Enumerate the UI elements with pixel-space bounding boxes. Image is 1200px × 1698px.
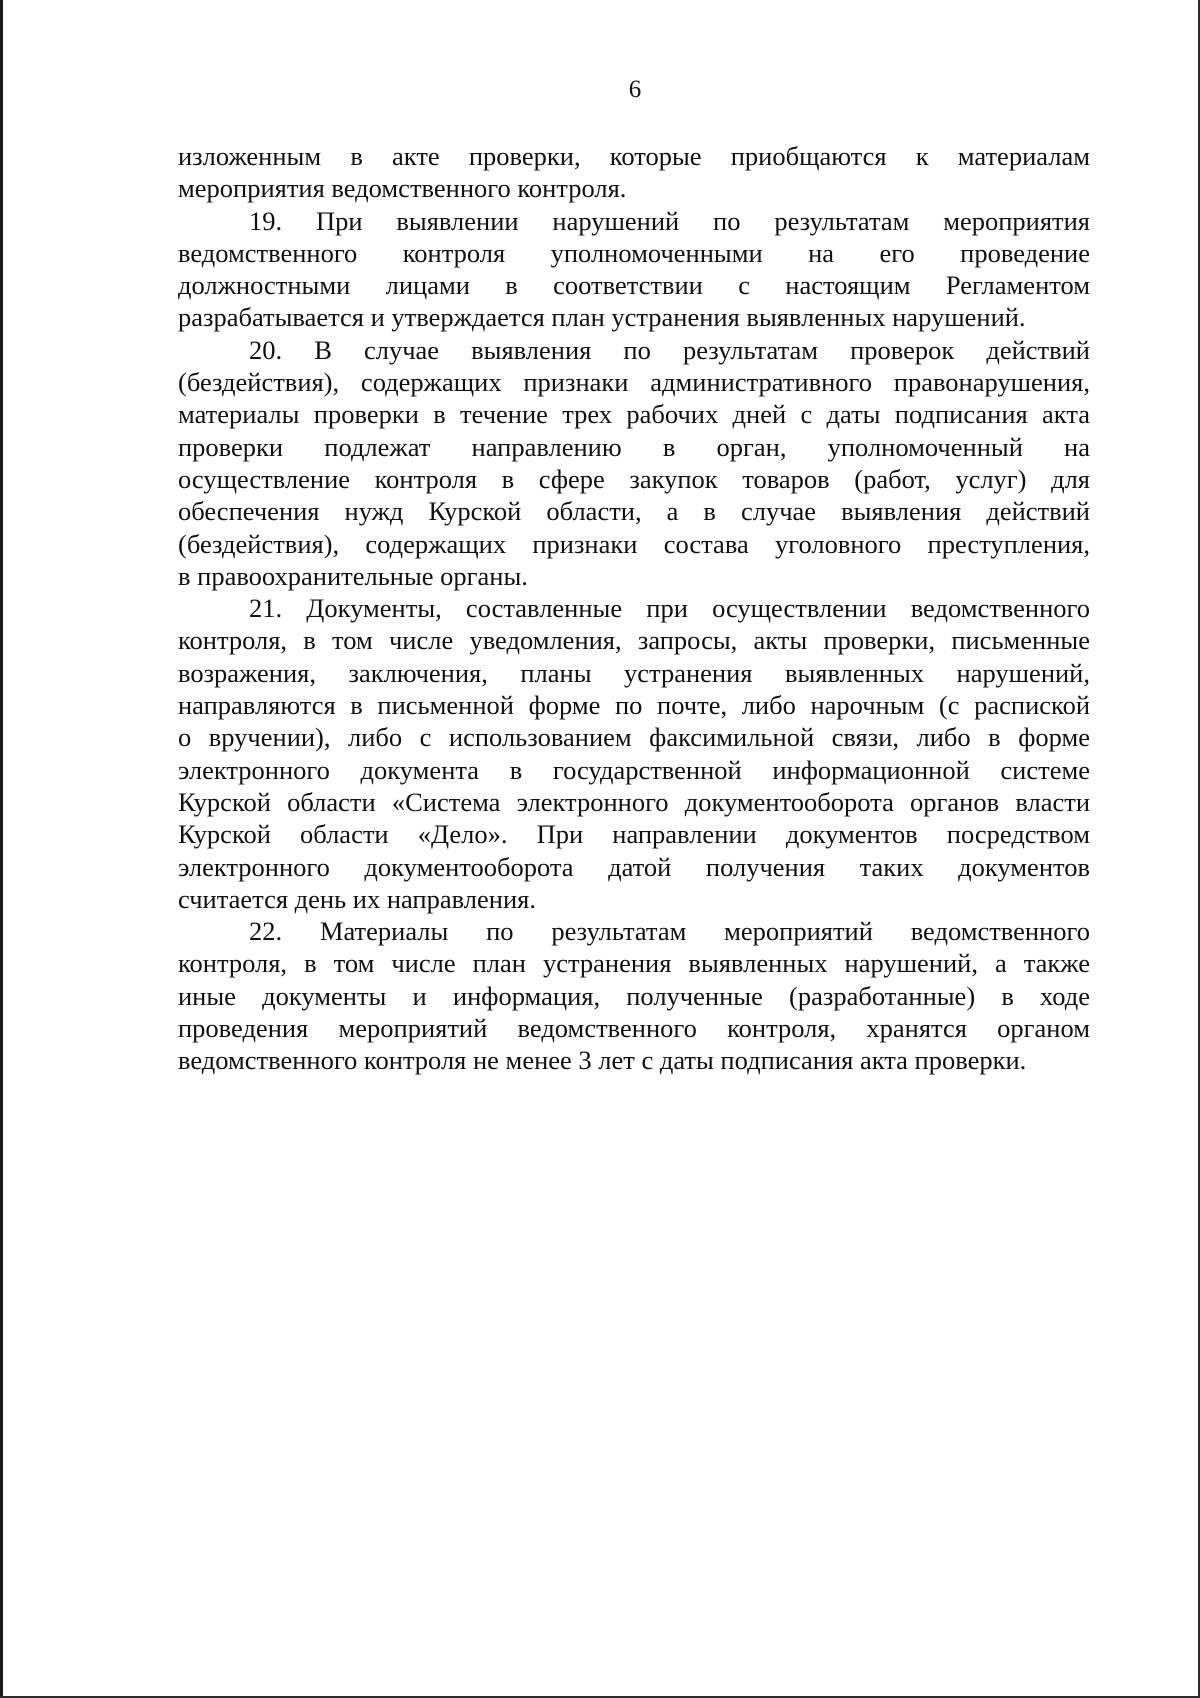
text-line: направляются в письменной форме по почте, либо нарочным (с распиской: [178, 690, 1090, 721]
text-line: Курской области «Дело». При направлении документов посредством: [178, 819, 1090, 850]
text-line: материалы проверки в течение трех рабочих дней с даты подписания акта: [178, 399, 1090, 430]
paragraph-20-first-line: 20. В случае выявления по результатам проверок действий: [249, 334, 1090, 365]
paragraph-22-first-line: 22. Материалы по результатам мероприятий ведомственного: [249, 916, 1090, 947]
text-line: электронного документооборота датой получения таких документов: [178, 851, 1090, 882]
text-line: Курской области «Система электронного документооборота органов власти: [178, 786, 1090, 817]
text-line: считается день их направления.: [178, 883, 536, 914]
text-line: разрабатывается и утверждается план устранения выявленных нарушений.: [178, 302, 1026, 333]
text-line: изложенным в акте проверки, которые приобщаются к материалам: [178, 141, 1090, 171]
text-line: о вручении), либо с использованием факсимильной связи, либо в форме: [178, 722, 1090, 753]
text-line: ведомственного контроля уполномоченными на его проведение: [178, 237, 1090, 268]
text-line: ведомственного контроля не менее 3 лет с даты подписания акта проверки.: [178, 1045, 1027, 1076]
text-line: проверки подлежат направлению в орган, уполномоченный на: [178, 431, 1090, 462]
text-line: (бездействия), содержащих признаки состава уголовного преступления,: [178, 528, 1090, 559]
text-line: осуществление контроля в сфере закупок товаров (работ, услуг) для: [178, 463, 1090, 494]
document-body: [178, 140, 1090, 1077]
text-line: электронного документа в государственной информационной системе: [178, 754, 1090, 785]
text-line: (бездействия), содержащих признаки административного правонарушения,: [178, 367, 1090, 398]
text-line: иные документы и информация, полученные (разработанные) в ходе: [178, 980, 1090, 1011]
text-line: контроля, в том числе уведомления, запросы, акты проверки, письменные: [178, 625, 1090, 656]
text-line: контроля, в том числе план устранения выявленных нарушений, а также: [178, 948, 1090, 979]
scan-edge-left: [0, 0, 3, 1698]
text-line: проведения мероприятий ведомственного контроля, хранятся органом: [178, 1013, 1090, 1044]
text-line: в правоохранительные органы.: [178, 560, 528, 591]
paragraph-19-first-line: 19. При выявлении нарушений по результатам мероприятия: [249, 205, 1090, 236]
text-line: мероприятия ведомственного контроля.: [178, 173, 627, 204]
text-line: возражения, заключения, планы устранения выявленных нарушений,: [178, 657, 1090, 688]
paragraph-21-first-line: 21. Документы, составленные при осуществлении ведомственного: [249, 593, 1090, 624]
text-line: должностными лицами в соответствии с настоящим Регламентом: [178, 270, 1090, 301]
page-number: 6: [628, 76, 642, 103]
text-line: обеспечения нужд Курской области, а в случае выявления действий: [178, 496, 1090, 527]
